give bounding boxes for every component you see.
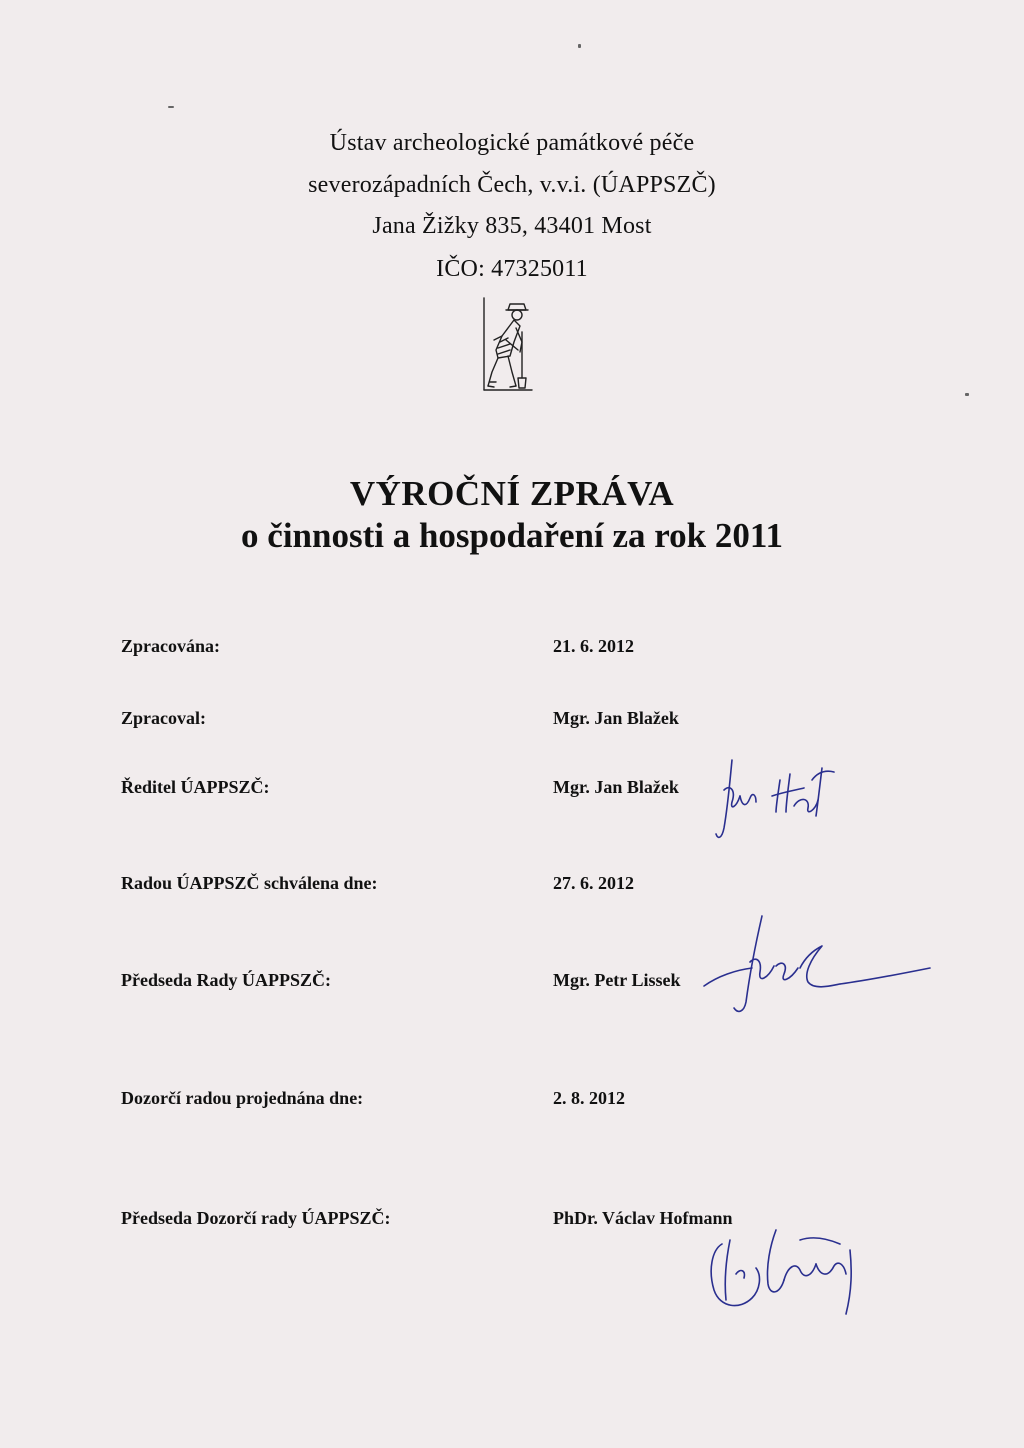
director-signature xyxy=(700,750,860,850)
supervisory-chair-signature xyxy=(700,1210,880,1322)
prepared-date-label: Zpracována: xyxy=(121,636,220,656)
board-approval-label: Radou ÚAPPSZČ schválena dne: xyxy=(121,873,378,893)
director-label: Ředitel ÚAPPSZČ: xyxy=(121,777,270,797)
scan-speck xyxy=(578,44,581,48)
supervisory-chair-label: Předseda Dozorčí rady ÚAPPSZČ: xyxy=(121,1208,391,1228)
institution-address: Jana Žižky 835, 43401 Most xyxy=(372,213,652,239)
report-subtitle: o činnosti a hospodaření za rok 2011 xyxy=(241,516,783,555)
scan-speck xyxy=(168,106,174,108)
report-title: VÝROČNÍ ZPRÁVA xyxy=(349,474,675,513)
board-approval-value: 27. 6. 2012 xyxy=(553,873,634,893)
supervisory-review-value: 2. 8. 2012 xyxy=(553,1088,625,1108)
prepared-by-value: Mgr. Jan Blažek xyxy=(553,708,679,728)
institution-ico: IČO: 47325011 xyxy=(436,256,588,282)
board-chair-signature xyxy=(690,912,940,1022)
prepared-by-label: Zpracoval: xyxy=(121,708,206,728)
board-chair-value: Mgr. Petr Lissek xyxy=(553,970,681,990)
board-chair-label: Předseda Rady ÚAPPSZČ: xyxy=(121,970,331,990)
scan-speck xyxy=(965,393,969,396)
institution-name-line2: severozápadních Čech, v.v.i. (ÚAPPSZČ) xyxy=(308,172,716,198)
prepared-date-value: 21. 6. 2012 xyxy=(553,636,634,656)
institution-name-line1: Ústav archeologické památkové péče xyxy=(329,130,695,156)
supervisory-review-label: Dozorčí radou projednána dne: xyxy=(121,1088,364,1108)
supervisory-chair-value: PhDr. Václav Hofmann xyxy=(553,1208,733,1228)
archaeologist-digging-icon xyxy=(476,292,542,400)
director-value: Mgr. Jan Blažek xyxy=(553,777,679,797)
